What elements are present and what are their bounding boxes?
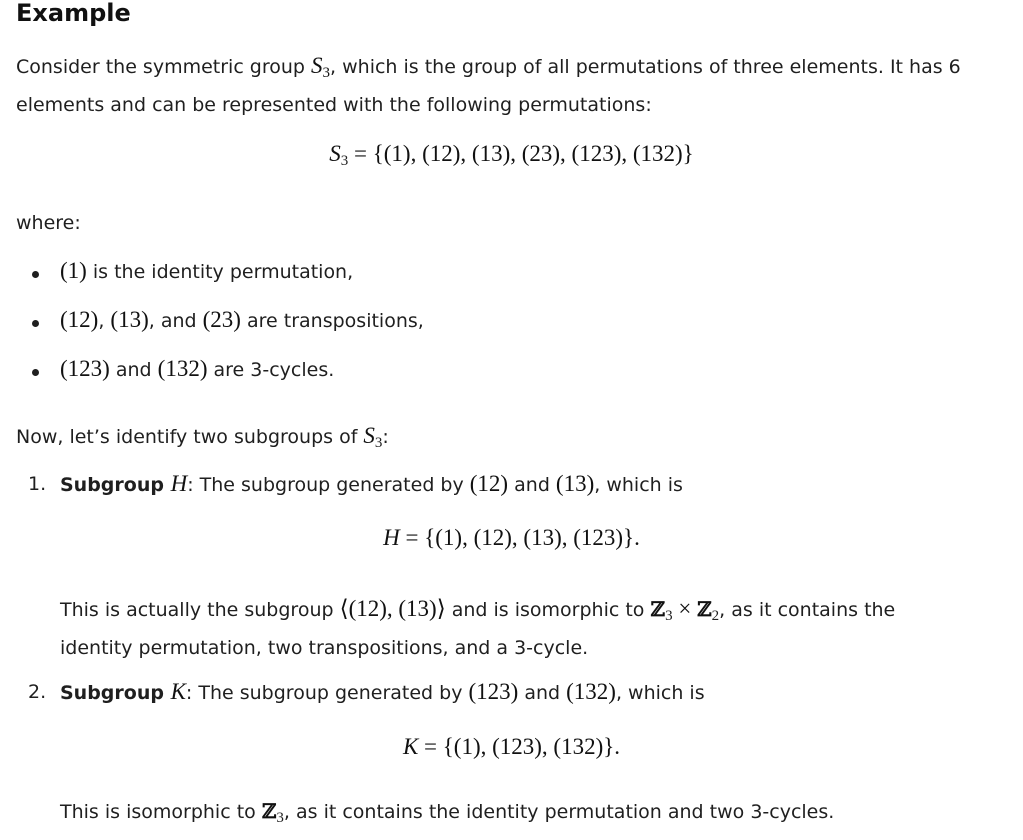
bullet-dot [32,369,39,376]
section-heading: Example [16,0,131,27]
s3-symbol: $S_3$ [311,53,331,81]
bullet-item-identity: (1) is the identity permutation, [60,258,354,283]
list-number: 1. [28,473,47,495]
subgroup-h-definition: Subgroup H: The subgroup generated by (12) and (13), which is [60,471,683,496]
where-label: where: [16,212,81,234]
h-note: This is actually the subgroup ⟨(12), (13)⟩ and is isomorphic to ℤ$_3$ × ℤ$_2$, as it contains the identity permutation, two transpositions, and a 3-cycle. [60,596,896,659]
k-equation: K = {(1), (123), (132)}. [402,734,621,759]
intro-paragraph: Consider the symmetric group $S_3$, which is the group of all permutations of three elements. It has 6 elements and can be represented with the following permutations: [16,53,961,116]
bullet-dot [32,320,39,327]
subgroups-intro: Now, let’s identify two subgroups of $S_3$: [16,423,389,451]
subgroup-k-definition: Subgroup K: The subgroup generated by (123) and (132), which is [60,679,705,704]
bullet-item-3-cycles: (123) and (132) are 3-cycles. [60,356,335,381]
h-equation: H = {(1), (12), (13), (123)}. [383,525,640,550]
s3-equation: $S_3 = \{(1)$, (12), (13), (23), (123), (132)} [329,141,694,169]
bullet-item-transpositions: (12), (13), and (23) are transpositions, [60,307,424,332]
bullet-dot [32,271,39,278]
list-number: 2. [28,681,47,703]
k-note: This is isomorphic to ℤ$_3$, as it contains the identity permutation and two 3-cycles. [60,799,835,826]
